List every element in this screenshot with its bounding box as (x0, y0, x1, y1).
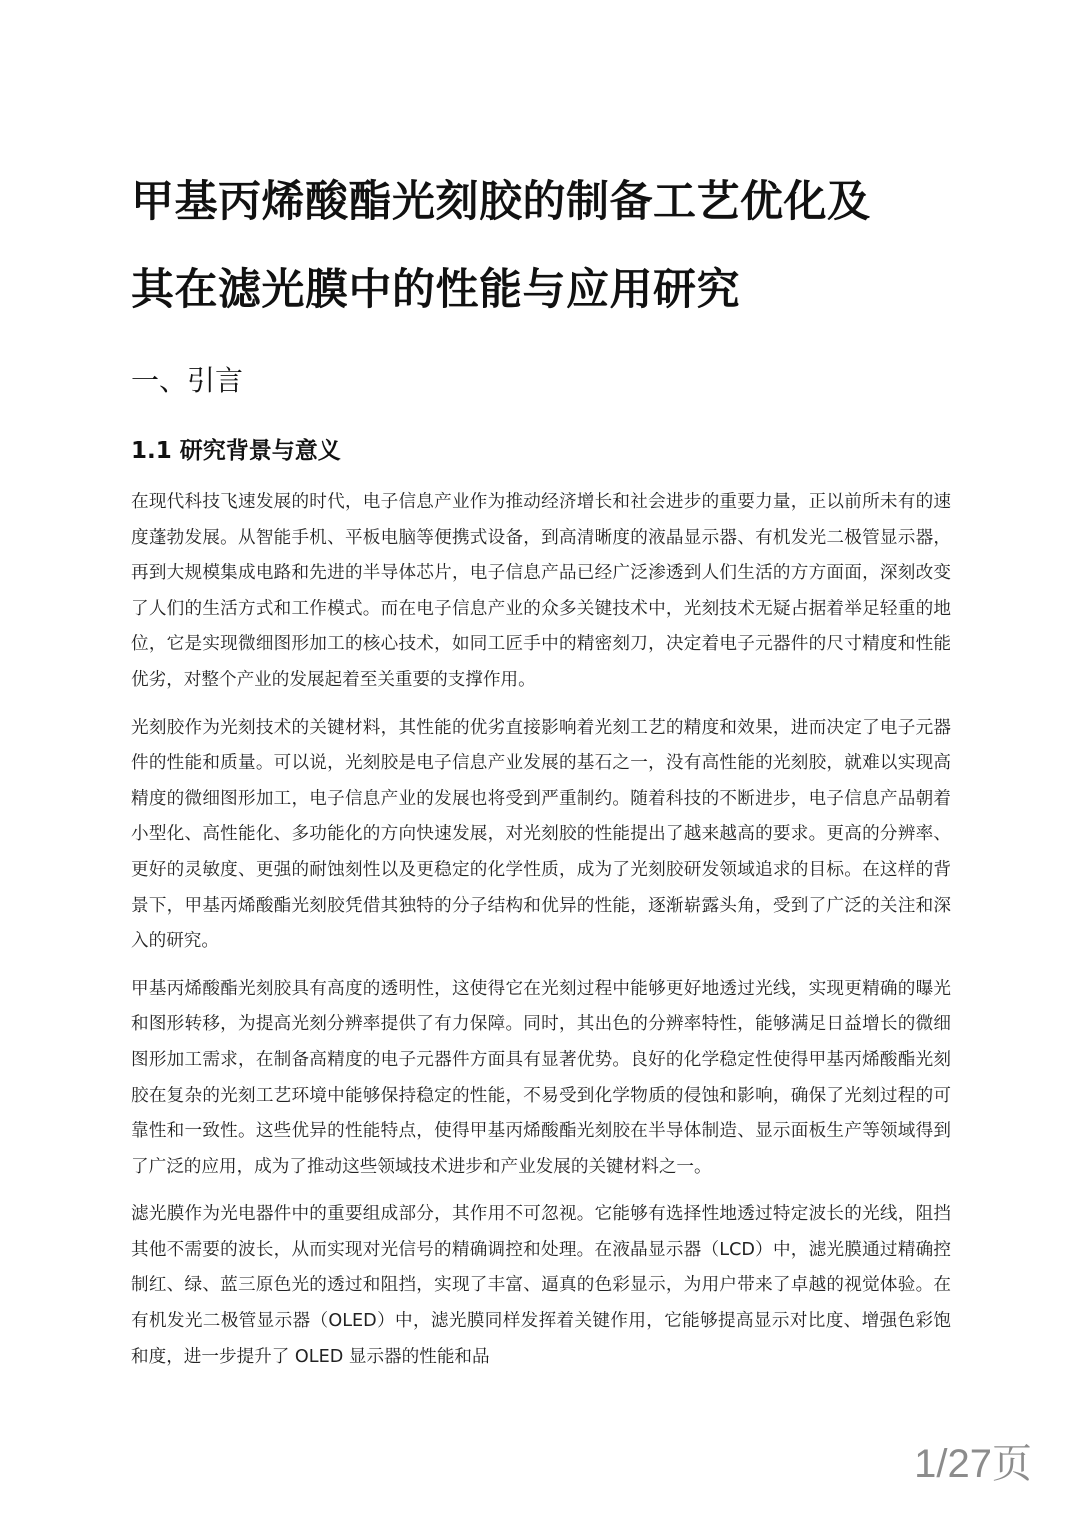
document-content (131, 158, 951, 1367)
subsection-heading-background: 1.1 研究背景与意义 (131, 438, 341, 464)
title-line-2: 其在滤光膜中的性能与应用研究 (131, 265, 740, 315)
paragraph-1: 在现代科技飞速发展的时代，电子信息产业作为推动经济增长和社会进步的重要力量，正以前所未有的速度蓬勃发展。从智能手机、平板电脑等便携式设备，到高清晰度的液晶显示器、有机发光二极管显示器，再到大规模集成电路和先进的半导体芯片，电子信息产品已经广泛渗透到人们生活的方方面面，深刻改变了人们的生活方式和工作模式。而在电子信息产业的众多关键技术中，光刻技术无疑占据着举足轻重的地位，它是实现微细图形加工的核心技术，如同工匠手中的精密刻刀，决定着电子元器件的尺寸精度和性能优劣，对整个产业的发展起着至关重要的支撑作用。 (131, 492, 951, 690)
document-title (131, 158, 951, 334)
section-heading-introduction: 一、引言 (131, 364, 244, 397)
paragraph-4: 滤光膜作为光电器件中的重要组成部分，其作用不可忽视。它能够有选择性地透过特定波长的光线，阻挡其他不需要的波长，从而实现对光信号的精确调控和处理。在液晶显示器（LCD）中，滤光膜通过精确控制红、绿、蓝三原色光的透过和阻挡，实现了丰富、逼真的色彩显示，为用户带来了卓越的视觉体验。在有机发光二极管显示器（OLED）中，滤光膜同样发挥着关键作用，它能够提高显示对比度、增强色彩饱和度，进一步提升了 OLED 显示器的性能和品 (131, 1204, 951, 1367)
page-indicator: 1/27页 (914, 1442, 1032, 1486)
title-line-1: 甲基丙烯酸酯光刻胶的制备工艺优化及 (131, 177, 871, 227)
paragraph-3: 甲基丙烯酸酯光刻胶具有高度的透明性，这使得它在光刻过程中能够更好地透过光线，实现更精确的曝光和图形转移，为提高光刻分辨率提供了有力保障。同时，其出色的分辨率特性，能够满足日益增长的微细图形加工需求，在制备高精度的电子元器件方面具有显著优势。良好的化学稳定性使得甲基丙烯酸酯光刻胶在复杂的光刻工艺环境中能够保持稳定的性能，不易受到化学物质的侵蚀和影响，确保了光刻过程的可靠性和一致性。这些优异的性能特点，使得甲基丙烯酸酯光刻胶在半导体制造、显示面板生产等领域得到了广泛的应用，成为了推动这些领域技术进步和产业发展的关键材料之一。 (131, 978, 951, 1177)
paragraph-2: 光刻胶作为光刻技术的关键材料，其性能的优劣直接影响着光刻工艺的精度和效果，进而决定了电子元器件的性能和质量。可以说，光刻胶是电子信息产业发展的基石之一，没有高性能的光刻胶，就难以实现高精度的微细图形加工，电子信息产业的发展也将受到严重制约。随着科技的不断进步，电子信息产品朝着小型化、高性能化、多功能化的方向快速发展，对光刻胶的性能提出了越来越高的要求。更高的分辨率、更好的灵敏度、更强的耐蚀刻性以及更稳定的化学性质，成为了光刻胶研发领域追求的目标。在这样的背景下，甲基丙烯酸酯光刻胶凭借其独特的分子结构和优异的性能，逐渐崭露头角，受到了广泛的关注和深入的研究。 (131, 717, 951, 952)
body-text (131, 485, 951, 1387)
